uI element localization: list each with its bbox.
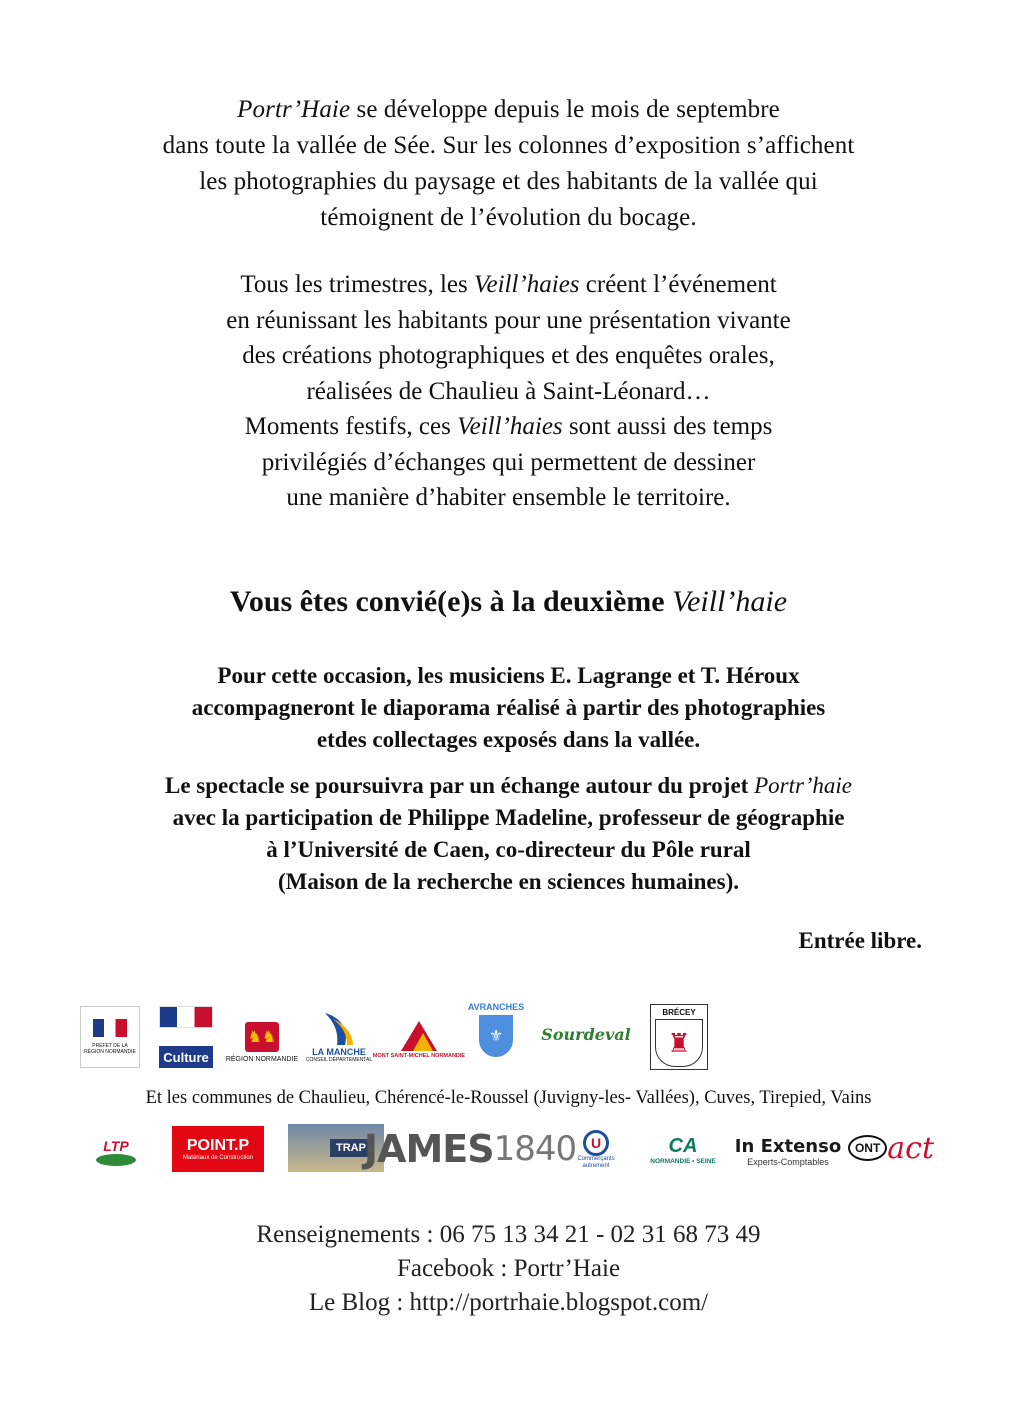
facebook-line: Facebook : Portr’Haie xyxy=(396,1255,621,1282)
la-manche-logo: LA MANCHE CONSEIL DÉPARTEMENTAL xyxy=(308,1006,370,1068)
veillhaies-line-2: en réunissant les habitants pour une présentation vivante xyxy=(226,306,791,334)
brecey-lion-shield-icon: ♜ xyxy=(655,1019,703,1067)
invitation-heading: Vous êtes convié(e)s à la deuxième Veill’haie xyxy=(229,585,788,618)
blog-line[interactable]: Le Blog : http://portrhaie.blogspot.com/ xyxy=(308,1289,709,1316)
veillhaies-line-4: réalisées de Chaulieu à Saint-Léonard… xyxy=(306,377,711,405)
intro-line-4: témoignent de l’évolution du bocage. xyxy=(320,204,697,231)
normandy-lions-icon: ♞♞ xyxy=(245,1022,279,1052)
partner-logos-row-1 xyxy=(0,1000,1017,1075)
sourdeval-logo: Sourdeval xyxy=(541,1024,631,1044)
magasins-u-logo: U Commerçants autrement xyxy=(566,1126,626,1174)
james-1840-logo: JAMES 1840 xyxy=(363,1127,577,1171)
mont-saint-michel-logo: MONT SAINT-MICHEL NORMANDIE xyxy=(388,1008,450,1068)
veillhaies-line-3: des créations photographiques et des enquêtes orales, xyxy=(242,342,775,369)
phone-line: Renseignements : 06 75 13 34 21 - 02 31 68 73 49 xyxy=(256,1221,761,1248)
veillhaies-line-5: Moments festifs, ces Veill’haies sont aussi des temps xyxy=(244,413,773,440)
contact-info xyxy=(0,1218,1017,1320)
avranches-shield-icon: ⚜ xyxy=(479,1015,513,1057)
programme-music: Pour cette occasion, les musiciens E. Lagrange et T. Héroux accompagneront le diaporama réalisé à partir des photographies etdes collectages exposés dans la vallée. xyxy=(191,663,826,752)
tricolour-flag-icon xyxy=(93,1019,127,1037)
veillhaies-line-6: privilégiés d’échanges qui permettent de dessiner xyxy=(261,448,756,476)
culture-logo: Culture xyxy=(158,1006,214,1068)
tricolour-flag-icon xyxy=(159,1006,213,1028)
manche-swoosh-icon xyxy=(319,1011,359,1047)
intro-line-1: Portr’Haie se développe depuis le mois de septembre xyxy=(237,96,780,123)
point-p-logo: POINT.P Matériaux de Construction xyxy=(172,1126,264,1172)
prefet-logo: PRÉFET DE LA RÉGION NORMANDIE xyxy=(80,1006,140,1068)
intro-paragraph xyxy=(0,92,1017,236)
contact-logo: ONT act xyxy=(846,1124,936,1172)
programme-talk: Le spectacle se poursuivra par un échange autour du projet Portr’haie avec la participation de Philippe Madeline, professeur de géographie à l’Université de Caen, co-directeur du Pôle rural (Maison de la recherche en sciences humaines). xyxy=(164,773,853,894)
ca-emblem-icon: CA xyxy=(668,1135,698,1157)
project-name: Portr’Haie xyxy=(237,96,351,123)
partner-logos-row-2 xyxy=(0,1120,1017,1180)
veillhaies-line-7: une manière d’habiter ensemble le territoire. xyxy=(286,484,731,511)
veillhaies-paragraph xyxy=(0,267,1017,516)
veillhaies-line-1: Tous les trimestres, les Veill’haies créent l’événement xyxy=(240,271,777,298)
brecey-logo: BRÉCEY ♜ xyxy=(650,1004,708,1070)
communes-line: Et les communes de Chaulieu, Chérencé-le-Roussel (Juvigny-les- Vallées), Cuves, Tirepied, Vains xyxy=(145,1088,872,1108)
mountain-icon xyxy=(399,1017,439,1053)
free-entry-note: Entrée libre. xyxy=(798,928,922,953)
intro-line-2: dans toute la vallée de Sée. Sur les colonnes d’exposition s’affichent xyxy=(162,132,855,159)
in-extenso-logo: In Extenso Experts-Comptables xyxy=(734,1135,842,1167)
credit-agricole-logo: CA NORMANDIE • SEINE xyxy=(650,1135,716,1165)
u-letter-icon: U xyxy=(583,1130,609,1156)
trap-logo: TRAP xyxy=(288,1124,384,1172)
avranches-logo: AVRANCHES ⚜ xyxy=(462,1002,530,1072)
region-normandie-logo: ♞♞ RÉGION NORMANDIE xyxy=(232,1014,292,1070)
ltp-logo: LTP xyxy=(88,1130,144,1174)
leaf-icon xyxy=(96,1154,136,1166)
intro-line-3: les photographies du paysage et des habitants de la vallée qui xyxy=(199,168,818,195)
